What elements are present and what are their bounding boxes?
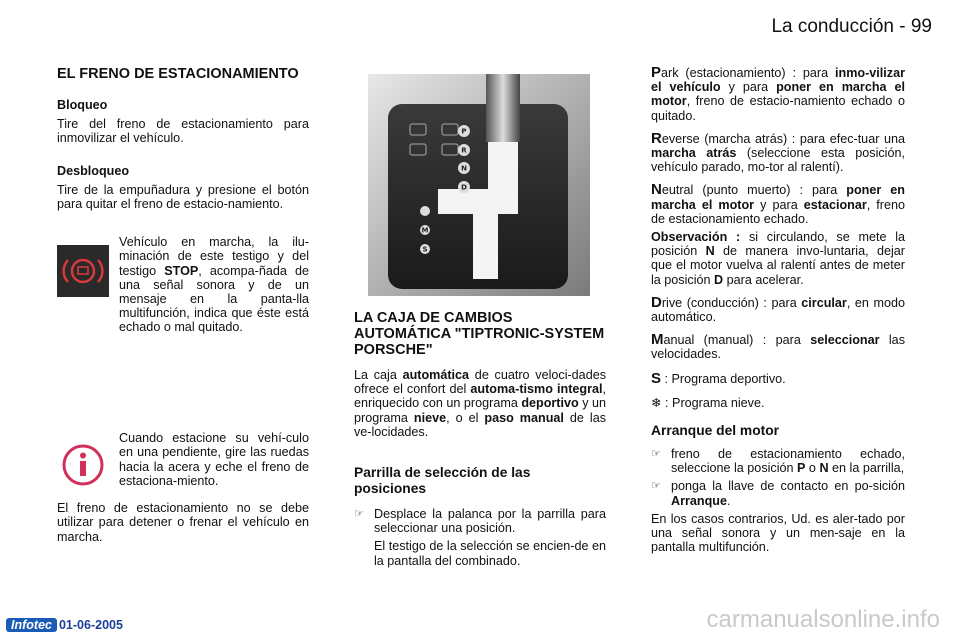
info-text: Cuando estacione su vehí-culo en una pendiente, gire las ruedas hacia la acera y eche el freno de estaciona-miento. <box>119 431 309 488</box>
gear-lever-photo <box>368 74 590 296</box>
watermark: carmanualsonline.info <box>706 606 940 633</box>
parking-brake-title: EL FRENO DE ESTACIONAMIENTO <box>57 66 299 82</box>
lever-label-m: M <box>421 226 429 235</box>
lock-text: Tire del freno de estacionamiento para inmovilizar el vehículo. <box>57 117 309 146</box>
start-bullet-1: ☞ freno de estacionamiento echado, seleccione la posición P o N en la parrilla, <box>651 447 905 476</box>
info-text-2: El freno de estacionamiento no se debe utilizar para detener o frenar el vehículo en marcha. <box>57 501 309 544</box>
footer-date: 01-06-2005 <box>58 618 123 632</box>
positions-section <box>651 66 905 554</box>
gearbox-title: LA CAJA DE CAMBIOS AUTOMÁTICA "TIPTRONIC-SYSTEM PORSCHE" <box>354 310 605 358</box>
start-bullet-2: ☞ ponga la llave de contacto en po-sición Arranque. <box>651 479 905 508</box>
position-sport: S : Programa deportivo. <box>651 369 786 387</box>
pointing-hand-icon: ☞ <box>354 508 364 521</box>
position-snow: ❄ : Programa nieve. <box>651 395 765 410</box>
lever-label-n: N <box>461 164 467 173</box>
lever-label-r: R <box>461 146 467 155</box>
page-header-title: La conducción - 99 <box>771 16 932 37</box>
start-other-note: En los casos contrarios, Ud. es aler-tado por una señal sonora y un men-saje en la pantalla multifunción. <box>651 511 905 555</box>
observation-note: Observación : si circulando, se mete la posición N de manera invo-luntaria, dejar que el motor vuelva al ralentí antes de meter la posición D para acelerar. <box>651 230 905 287</box>
position-drive: Drive (conducción) : para circular, en modo automático. <box>651 293 905 325</box>
grid-bullet: ☞ Desplace la palanca por la parrilla para seleccionar una posición. <box>354 507 606 536</box>
brake-warning-icon <box>57 245 109 297</box>
gearbox-section <box>354 310 606 568</box>
lock-subtitle: Bloqueo <box>57 98 108 112</box>
position-manual: Manual (manual) : para seleccionar las velocidades. <box>651 331 905 362</box>
position-neutral: Neutral (punto muerto) : para poner en marcha el motor y para estacionar, freno de estacionamiento echado. <box>651 181 906 226</box>
pointing-hand-icon: ☞ <box>651 448 661 461</box>
gearbox-intro: La caja automática de cuatro veloci-dades ofrece el confort del automa-tismo integral, enriquecido con un programa deportivo y un programa nieve, o el paso manual de las ve-locidades. <box>354 368 607 439</box>
engine-start-title: Arranque del motor <box>651 423 780 439</box>
footer <box>6 618 123 632</box>
grid-note: El testigo de la selección se encien-de en la pantalla del combinado. <box>374 539 606 568</box>
position-park: Park (estacionamiento) : para inmo-vilizar el vehículo y para poner en marcha el motor, freno de estacio-namiento echado o quitado. <box>651 64 906 123</box>
lever-label-p: P <box>461 127 467 136</box>
parking-brake-section <box>57 66 309 544</box>
info-block <box>57 431 309 501</box>
brake-warning-text: Vehículo en marcha, la ilu-minación de este testigo y del testigo STOP, acompa-ñada de una señal sonora y de un mensaje en la panta-lla multifunción, indica que éste está echado o mal quitado. <box>119 235 309 335</box>
lever-label-d: D <box>461 183 467 192</box>
lever-label-s: S <box>422 245 428 254</box>
info-icon <box>61 443 105 490</box>
pointing-hand-icon: ☞ <box>651 480 661 493</box>
unlock-text: Tire de la empuñadura y presione el botón para quitar el freno de estacio-namiento. <box>57 182 309 212</box>
brake-warning-block <box>57 235 309 347</box>
snowflake-icon: ❄ <box>651 395 662 410</box>
infotec-logo: Infotec <box>6 618 57 632</box>
position-reverse: Reverse (marcha atrás) : para efec-tuar una marcha atrás (seleccione esta posición, vehículo parado, mo-tor al ralentí). <box>651 129 905 175</box>
unlock-subtitle: Desbloqueo <box>57 163 130 178</box>
grid-subtitle: Parrilla de selección de las posiciones <box>354 465 531 497</box>
